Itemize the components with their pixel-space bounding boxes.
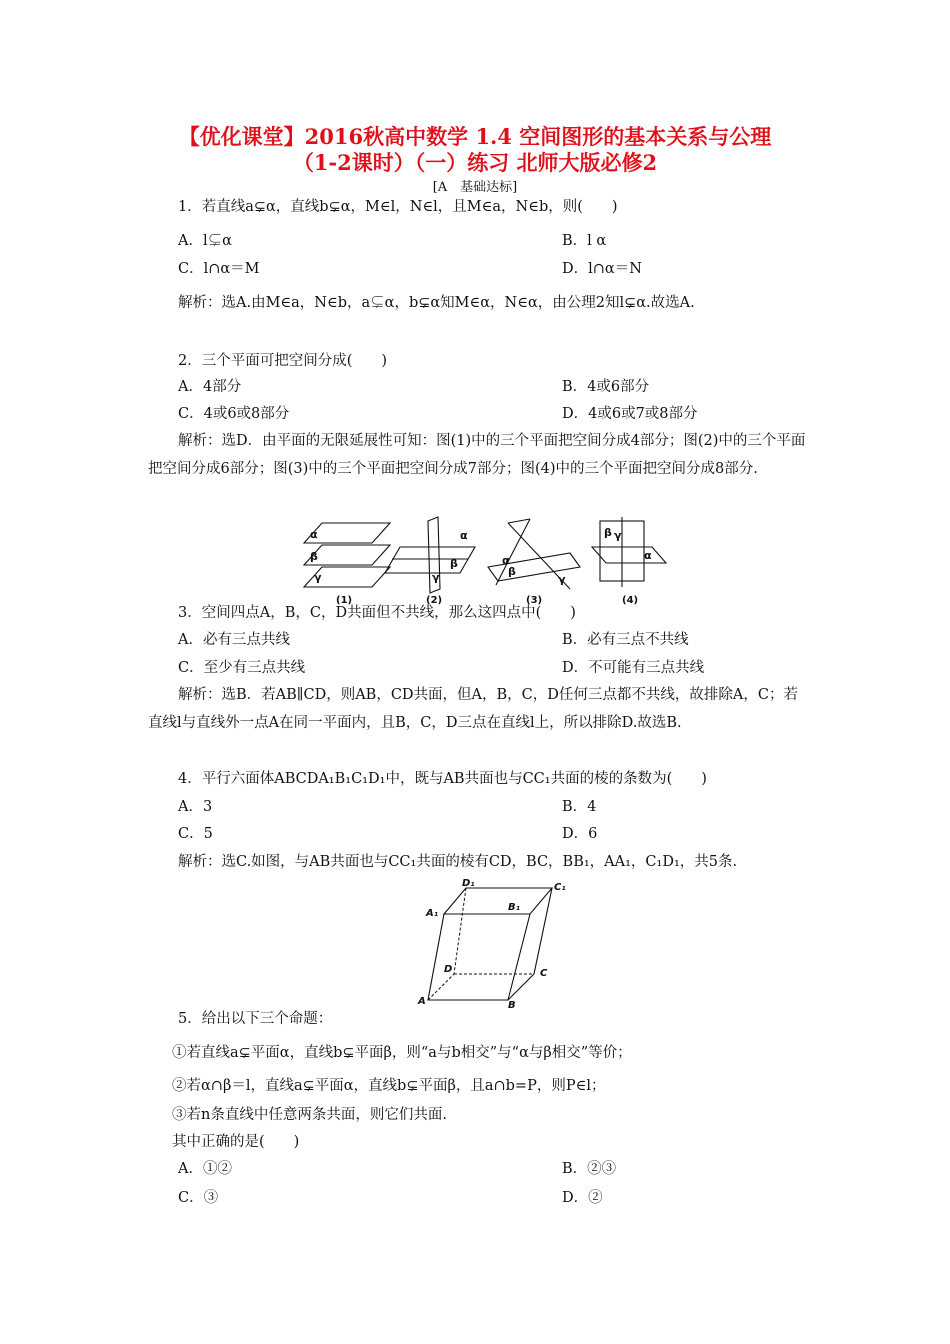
vertex-b-label: B [508,1000,516,1011]
question-5-statement-1: ①若直线a⊊平面α，直线b⊊平面β，则“a与b相交”与“α与β相交”等价； [172,1045,632,1061]
question-4-option-a: A．3 [178,799,213,815]
question-1-option-a: A．l⊊α [178,233,232,249]
question-3-option-c: C．至少有三点共线 [178,660,306,676]
question-5-prompt: 其中正确的是( ) [172,1134,300,1150]
question-3-option-b: B．必有三点不共线 [562,632,689,648]
question-2-option-c: C．4或6或8部分 [178,406,290,422]
question-4-option-d: D．6 [562,826,598,842]
fig1-alpha-label: α [310,528,318,541]
question-4-stem: 4．平行六面体ABCDA₁B₁C₁D₁中，既与AB共面也与CC₁共面的棱的条数为( ) [178,771,707,787]
vertex-b1-label: B₁ [508,902,521,913]
question-3-stem: 3．空间四点A，B，C，D共面但不共线，那么这四点中( ) [178,605,576,621]
question-5-option-d: D．② [562,1190,603,1206]
question-4-option-b: B．4 [562,799,597,815]
question-5-statement-3: ③若n条直线中任意两条共面，则它们共面. [172,1107,447,1123]
parallelepiped-figure [410,876,566,1011]
question-2-option-b: B．4或6部分 [562,379,650,395]
vertex-d-label: D [444,964,453,975]
vertex-a-label: A [418,996,426,1007]
fig1-caption: (1) [336,595,353,606]
document-title-line-1: 【优化课堂】2016秋高中数学 1.4 空间图形的基本关系与公理 [178,124,772,149]
fig1-beta-label: β [310,550,318,563]
question-1-stem: 1．若直线a⊊α，直线b⊊α，M∈l，N∈l，且M∈a，N∈b，则( ) [178,199,618,215]
fig3-gamma-label: γ [558,573,566,586]
question-2-option-d: D．4或6或7或8部分 [562,406,698,422]
question-5-option-c: C．③ [178,1190,219,1206]
question-3-option-a: A．必有三点共线 [178,632,290,648]
question-5-option-b: B．②③ [562,1161,617,1177]
fig3-alpha-label: α [502,554,510,567]
question-5-stem: 5．给出以下三个命题： [178,1011,333,1027]
fig2-alpha-label: α [460,529,468,542]
question-2-analysis: 解析：选D．由平面的无限延展性可知：图(1)中的三个平面把空间分成4部分；图(2)中的三个平面把空间分成6部分；图(3)中的三个平面把空间分成7部分；图(4)中的三个平面把空间分成8部分. [148,433,806,477]
question-3-analysis: 解析：选B．若AB∥CD，则AB，CD共面，但A，B，C，D任何三点都不共线，故排除A，C；若直线l与直线外一点A在同一平面内，且B，C，D三点在直线l上，所以排除D.故选B. [148,687,798,731]
question-4-option-c: C．5 [178,826,213,842]
three-planes-figure [300,515,680,605]
question-4-analysis: 解析：选C.如图，与AB共面也与CC₁共面的棱有CD，BC，BB₁，AA₁，C₁D₁，共5条. [178,854,738,870]
fig2-gamma-label: γ [432,571,440,584]
vertex-a1-label: A₁ [426,908,439,919]
question-1-option-d: D．l∩α＝N [562,261,642,277]
vertex-c1-label: C₁ [554,882,566,893]
section-heading: [A 基础达标] [432,180,518,195]
document-title-line-2: （1-2课时）（一）练习 北师大版必修2 [292,150,658,175]
fig4-beta-label: β [604,526,612,539]
question-1-option-b: B．l α [562,233,607,249]
fig4-caption: (4) [622,595,639,606]
vertex-c-label: C [540,968,548,979]
vertex-d1-label: D₁ [462,878,475,889]
question-1-option-c: C．l∩α＝M [178,261,260,277]
fig4-gamma-label: γ [614,529,622,542]
fig4-alpha-label: α [644,549,652,562]
fig2-caption: (2) [426,595,443,606]
question-5-statement-2: ②若α∩β＝l，直线a⊊平面α，直线b⊊平面β，且a∩b=P，则P∈l； [172,1078,606,1094]
fig3-caption: (3) [526,595,543,606]
fig3-beta-label: β [508,565,516,578]
fig1-gamma-label: γ [314,571,322,584]
fig2-beta-label: β [450,557,458,570]
question-3-option-d: D．不可能有三点共线 [562,660,705,676]
question-2-stem: 2．三个平面可把空间分成( ) [178,353,388,369]
question-1-analysis: 解析：选A.由M∈a，N∈b，a⊊α，b⊊α知M∈α，N∈α，由公理2知l⊊α.故选A. [178,295,695,311]
question-5-option-a: A．①② [178,1161,232,1177]
question-2-option-a: A．4部分 [178,379,242,395]
